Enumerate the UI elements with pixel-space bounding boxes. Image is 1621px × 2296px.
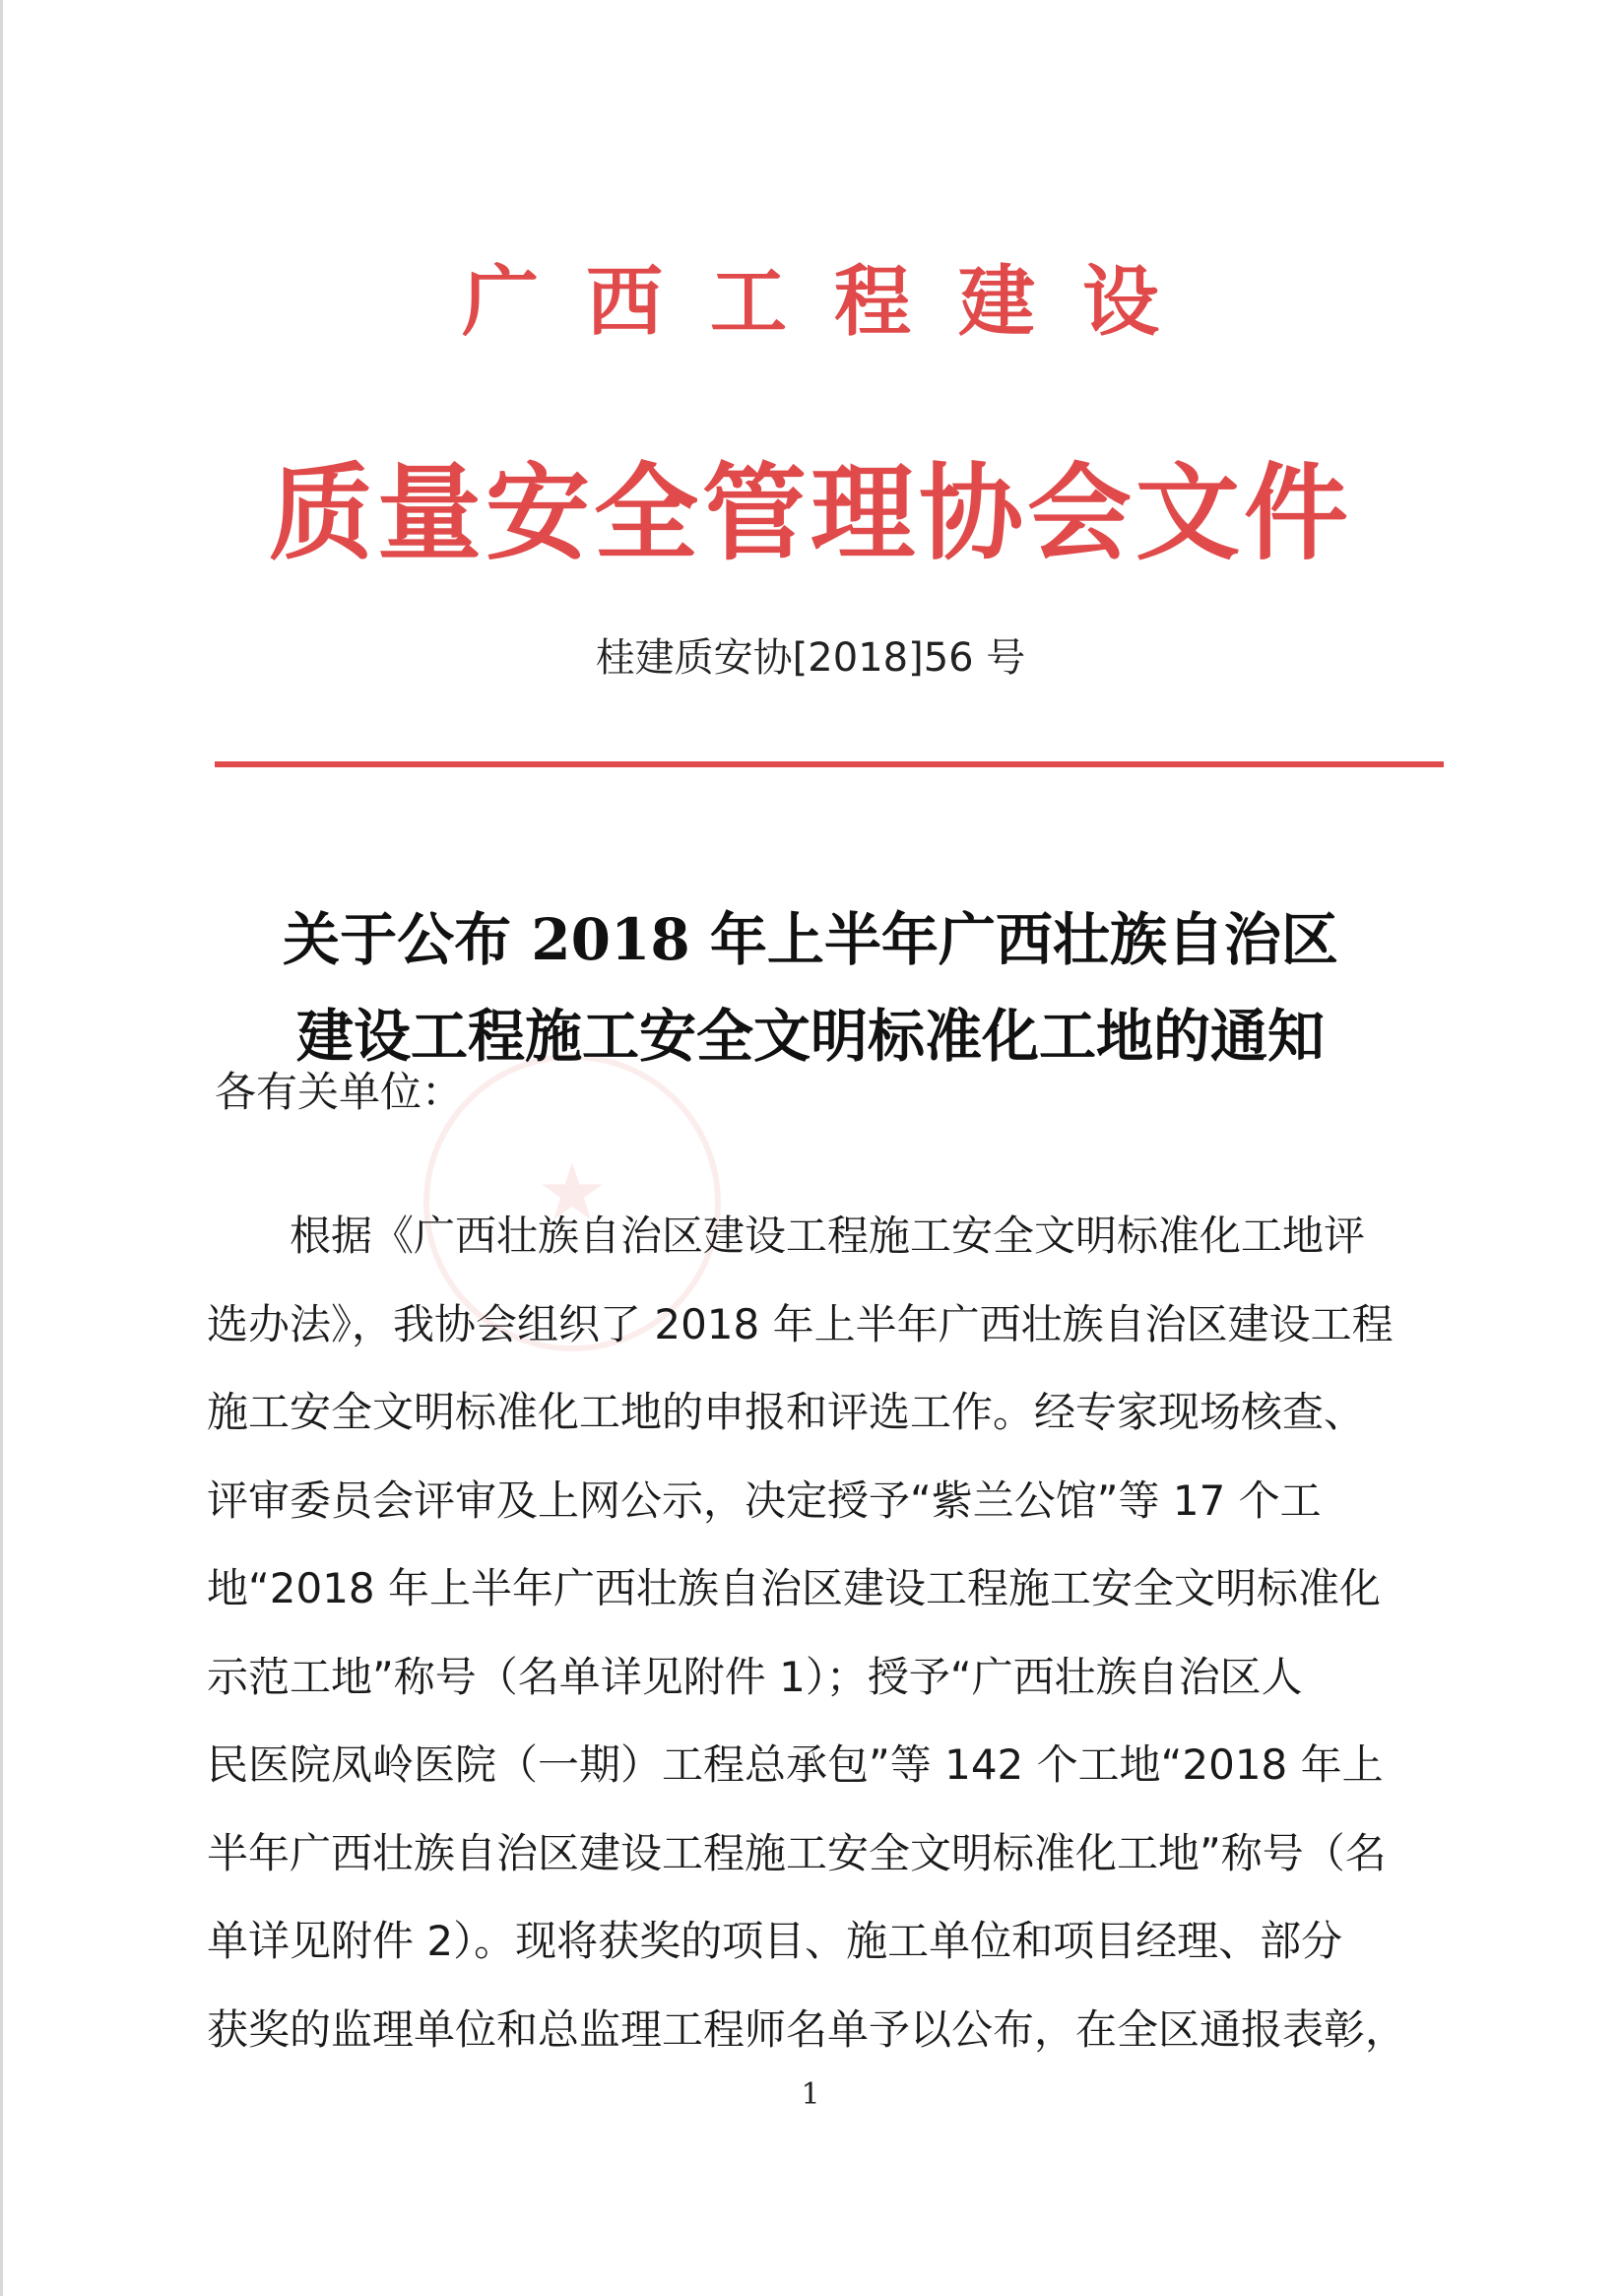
notice-title-line1: 关于公布 2018 年上半年广西壮族自治区 [283, 906, 1338, 973]
body-line: 示范工地”称号（名单详见附件 1）；授予“广西壮族自治区人 [207, 1652, 1303, 1701]
page-number: 1 [801, 2077, 820, 2112]
body-line: 民医院凤岭医院（一期）工程总承包”等 142 个工地“2018 年上 [207, 1740, 1384, 1789]
scan-edge [0, 0, 3, 2296]
body-line: 获奖的监理单位和总监理工程师名单予以公布，在全区通报表彰， [207, 2004, 1407, 2054]
notice-title-line2: 建设工程施工安全文明标准化工地的通知 [295, 1003, 1325, 1070]
body-paragraph [207, 1192, 1428, 2073]
document-number: 桂建质安协[2018]56 号 [595, 635, 1026, 681]
body-line: 选办法》，我协会组织了 2018 年上半年广西壮族自治区建设工程 [207, 1299, 1394, 1348]
red-divider-line [215, 761, 1444, 767]
body-line: 评审委员会评审及上网公示，决定授予“紫兰公馆”等 17 个工 [207, 1476, 1322, 1525]
seal-star-icon: ★ [537, 1147, 608, 1238]
issuer-header-line2: 质量安全管理协会文件 [269, 451, 1352, 574]
salutation: 各有关单位： [215, 1068, 464, 1116]
body-line: 施工安全文明标准化工地的申报和评选工作。经专家现场核查、 [207, 1388, 1366, 1436]
body-line: 地“2018 年上半年广西壮族自治区建设工程施工安全文明标准化 [207, 1564, 1381, 1612]
notice-title [0, 891, 1621, 1084]
body-line: 半年广西壮族自治区建设工程施工安全文明标准化工地”称号（名 [207, 1828, 1387, 1877]
body-line: 单详见附件 2）。现将获奖的项目、施工单位和项目经理、部分 [207, 1917, 1343, 1965]
issuer-header-line1: 广西工程建设 [461, 257, 1206, 347]
body-line: 根据《广西壮族自治区建设工程施工安全文明标准化工地评 [290, 1212, 1366, 1260]
